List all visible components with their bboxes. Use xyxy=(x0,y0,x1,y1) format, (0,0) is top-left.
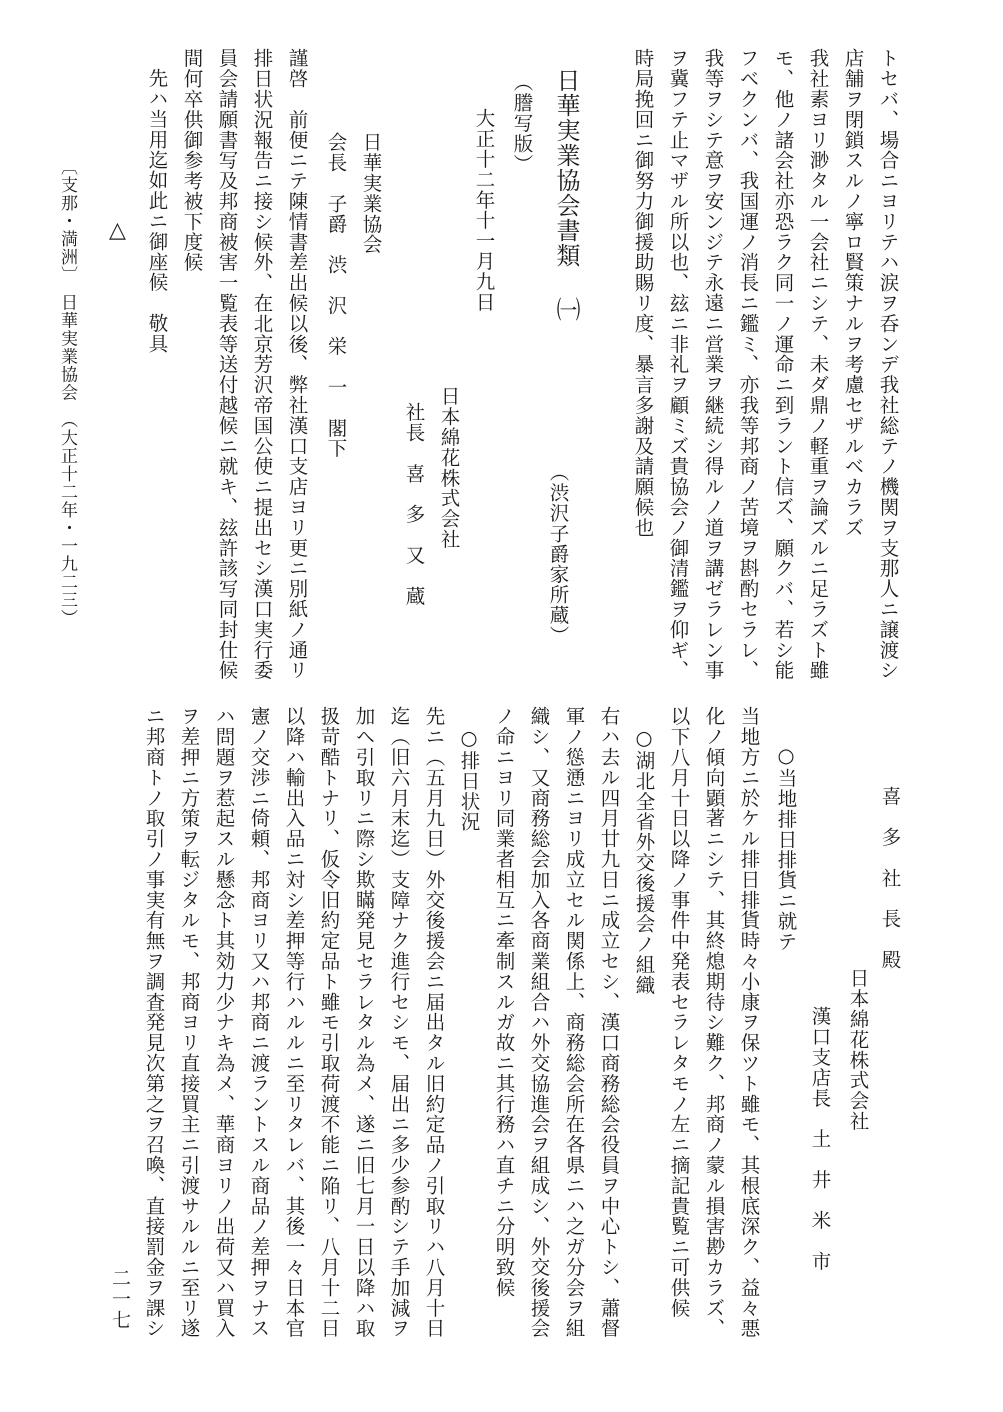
report-line-18: ヲ差押ニ方策ヲ転ジタルモ、邦商ヨリ直接買主ニ引渡サルルニ至リ遂 xyxy=(177,706,201,1339)
top-body-line-5: フベクンバ、我国運ノ消長ニ鑑ミ、亦我等邦商ノ苦境ヲ斟酌セラレ、 xyxy=(736,48,760,681)
top-body-line-2: 店舗ヲ閉鎖スルノ寧ロ賢策ナルヲ考慮セザルベカラズ xyxy=(841,48,865,538)
letter-body-line-4: 間何卒供御参考被下度候 xyxy=(180,48,204,273)
top-body-line-6: 我等ヲシテ意ヲ安ンジテ永遠ニ営業ヲ継続シ得ルノ道ヲ講ゼラレン事 xyxy=(701,48,725,681)
report-line-15: 以降ハ輸出入品ニ対シ差押等行ハルルニ至リタレバ、其後一々日本官 xyxy=(282,706,306,1339)
letter-closing: 先ハ当用迄如此ニ御座候 敬具 xyxy=(145,68,169,354)
report-line-11: 先ニ（五月九日）外交後援会ニ届出タル旧約定品ノ引取リハ八月十日 xyxy=(422,706,446,1339)
top-body-line-3: 我社素ヨリ渺タル一会社ニシテ、未ダ鼎ノ軽重ヲ論ズルニ足ラズト雖 xyxy=(806,48,830,681)
report-line-6: 右ハ去ル四月廿九日ニ成立セシ、漢口商務総会役員ヲ中心トシ、蕭督 xyxy=(597,706,621,1339)
provenance-note: （渋沢子爵家所蔵） xyxy=(546,462,570,646)
document-title: 日華実業協会書類 ㈠ xyxy=(552,68,580,322)
report-line-4: 以下八月十日以降ノ事件中発表セラレタモノ左ニ摘記貴覧ニ可供候 xyxy=(667,706,691,1318)
report-line-3: 化ノ傾向顕著ニシテ、其終熄期待シ難ク、邦商ノ蒙ル損害尠カラズ、 xyxy=(702,706,726,1339)
report-line-5: ○湖北全省外交後援会ノ組織 xyxy=(632,706,656,996)
branch-manager: 漢口支店長 土 井 米 市 xyxy=(808,1006,832,1272)
sender-company: 日本綿花株式会社 xyxy=(437,386,461,550)
top-body-line-8: 時局挽回ニ御努力御援助賜リ度、暴言多謝及請願候也 xyxy=(631,48,655,538)
letter-body-line-3: 員会請願書写及邦商被害一覧表等送付越候ニ就キ、玆許該写同封仕候 xyxy=(215,48,239,681)
document-date: 大正十二年十一月九日 xyxy=(472,108,496,312)
footer-running-head: 〔支那・満洲〕 日華実業協会 （大正十二年・一九二三） xyxy=(57,158,77,627)
report-line-12: 迄（旧六月末迄）支障ナク進行セシモ、届出ニ多少参酌シテ手加減ヲ xyxy=(387,706,411,1339)
report-line-10: ○排日状況 xyxy=(457,706,481,832)
report-line-1: ○当地排日排貨ニ就テ xyxy=(774,744,798,952)
report-line-19: ニ邦商トノ取引ノ事実有無ヲ調査発見次第之ヲ召喚、直接罰金ヲ課シ xyxy=(142,706,166,1339)
report-line-9: ノ命ニヨリ同業者相互ニ牽制スルガ故ニ其行務ハ直チニ分明致候 xyxy=(492,706,516,1298)
report-line-2: 当地方ニ於ケル排日排貨時々小康ヲ保ツト雖モ、其根底深ク、益々悪 xyxy=(737,706,761,1339)
report-line-16: 憲ノ交渉ニ倚頼、邦商ヨリ又ハ邦商ニ渡ラントスル商品ノ差押ヲナス xyxy=(247,706,271,1339)
addressee: 喜 多 社 長 殿 xyxy=(878,786,902,970)
top-body-line-1: トセバ、場合ニヨリテハ涙ヲ呑ンデ我社総テノ機関ヲ支那人ニ譲渡シ xyxy=(876,48,900,681)
recipient-organization: 日華実業協会 xyxy=(359,132,383,255)
letter-body-line-2: 排日状況報告ニ接シ候外、在北京芳沢帝国公使ニ提出セシ漢口実行委 xyxy=(250,48,274,681)
copy-format-note: （謄写版） xyxy=(510,72,534,174)
top-body-line-4: モ、他ノ諸会社亦恐ラク同一ノ運命ニ到ラント信ズ、願クバ、若シ能 xyxy=(771,48,795,681)
report-line-7: 軍ノ慫慂ニヨリ成立セル関係上、商務総会所在各県ニハ之ガ分会ヲ組 xyxy=(562,706,586,1339)
report-line-8: 織シ、又商務総会加入各商業組合ハ外交協進会ヲ組成シ、外交後援会 xyxy=(527,706,551,1339)
report-line-13: 加ヘ引取リニ際シ欺瞞発見セラレタル為メ、遂ニ旧七月一日以降ハ取 xyxy=(352,706,376,1339)
letter-body-line-1: 謹啓 前便ニテ陳情書差出候以後、弊社漢口支店ヨリ更ニ別紙ノ通リ xyxy=(285,48,309,681)
recipient-person: 会長 子爵 渋 沢 栄 一 閣下 xyxy=(324,132,348,459)
section-triangle-mark: △ xyxy=(105,218,130,244)
report-line-17: ハ問題ヲ惹起スル懸念ト其効力少ナキ為メ、華商ヨリノ出荷又ハ買入 xyxy=(212,706,236,1339)
report-line-14: 扱苛酷トナリ、仮令旧約定品ト雖モ引取荷渡不能ニ陥リ、八月十二日 xyxy=(317,706,341,1339)
top-body-line-7: ヲ冀フテ止マザル所以也、玆ニ非礼ヲ顧ミズ貴協会ノ御清鑑ヲ仰ギ、 xyxy=(666,48,690,681)
sender-president: 社長 喜 多 又 蔵 xyxy=(402,402,426,606)
page-number: 二一七 xyxy=(109,1268,131,1331)
report-company: 日本綿花株式会社 xyxy=(846,968,870,1132)
